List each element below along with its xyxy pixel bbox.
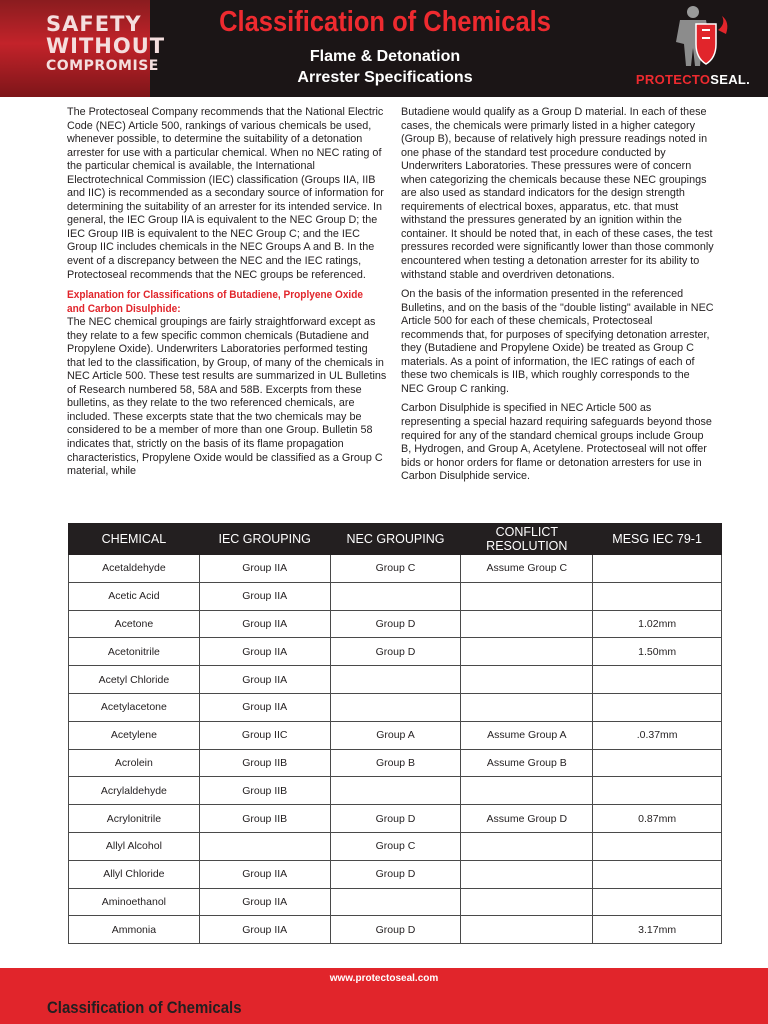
chemical-cell: Acetylene: [69, 721, 200, 749]
protectoseal-logo: [618, 0, 768, 97]
chemical-cell: Aminoethanol: [69, 888, 200, 916]
table-row: [69, 832, 722, 860]
mesg-cell: 1.02mm: [593, 610, 722, 638]
nec-cell: [330, 777, 461, 805]
nec-cell: [330, 693, 461, 721]
nec-cell: Group D: [330, 860, 461, 888]
chemical-cell: Acrylaldehyde: [69, 777, 200, 805]
chemical-classification-table: [68, 523, 722, 944]
table-row: [69, 721, 722, 749]
chemical-cell: Acetylacetone: [69, 693, 200, 721]
conflict-cell: [461, 777, 593, 805]
nec-cell: [330, 666, 461, 694]
table-row: [69, 555, 722, 583]
mesg-cell: [593, 555, 722, 583]
header-iec-grouping: IEC GROUPING: [199, 524, 330, 555]
nec-cell: Group D: [330, 805, 461, 833]
page-header: [0, 0, 768, 97]
iec-cell: Group IIA: [199, 610, 330, 638]
brand-banner: [0, 0, 166, 97]
conflict-cell: Assume Group D: [461, 805, 593, 833]
mesg-cell: 3.17mm: [593, 916, 722, 944]
iec-cell: [199, 832, 330, 860]
table-row: [69, 777, 722, 805]
table-row: [69, 860, 722, 888]
chemical-cell: Ammonia: [69, 916, 200, 944]
left-column: [67, 106, 387, 485]
iec-cell: Group IIB: [199, 749, 330, 777]
right-paragraph-1: Butadiene would qualify as a Group D material. In each of these cases, the chemicals were primarly listed in a higher category (Group B), because of relatively high pressure readings noted in one phase of the standard test procedure conducted by Underwriters Laboratories. These pressures were of concern when categorizing the chemicals because these NEC groupings are also used as standard indicators for the design strength requirements of electrical boxes, apparatus, etc. that must withstand the pressures generated by an ignition within the container. It should be noted that, in each of these cases, the test pressures recorded were significantly lower than those commonly encountered when testing a detonation arrester for its ability to withstand stable and overdriven detonations.: [401, 106, 714, 281]
mesg-cell: 0.87mm: [593, 805, 722, 833]
chemical-cell: Acetyl Chloride: [69, 666, 200, 694]
footer-title: Classification of Chemicals: [47, 998, 242, 1017]
mesg-cell: .0.37mm: [593, 721, 722, 749]
mesg-cell: [593, 693, 722, 721]
conflict-cell: Assume Group A: [461, 721, 593, 749]
conflict-cell: [461, 638, 593, 666]
explanation-paragraph: The NEC chemical groupings are fairly straightforward except as they relate to a few specific common chemicals (Butadiene and Propylene Oxide). Underwriters Laboratories performed testing that led to the classification, by Group, of many of the chemicals in NEC Article 500. These test results are summarized in UL Bulletins of Research numbered 58, 58A and 58B. Excerpts from these bulletins, as they relate to the two referenced chemicals, are included. These excerpts state that the two chemicals may be considered to be a member of more than one Group. Bulletin 58 indicates that, strictly on the basis of its flame propagation characteristics, Propylene Oxide would be classified as a Group C material, while: [67, 316, 387, 478]
table-row: [69, 888, 722, 916]
nec-cell: Group D: [330, 916, 461, 944]
conflict-cell: [461, 610, 593, 638]
mesg-cell: [593, 888, 722, 916]
logo-wordmark: [618, 72, 768, 87]
brand-line-1: SAFETY: [46, 12, 142, 36]
iec-cell: Group IIA: [199, 860, 330, 888]
nec-cell: Group C: [330, 832, 461, 860]
chemical-cell: Acrylonitrile: [69, 805, 200, 833]
iec-cell: Group IIC: [199, 721, 330, 749]
chemical-cell: Allyl Chloride: [69, 860, 200, 888]
chemical-cell: Acrolein: [69, 749, 200, 777]
mesg-cell: [593, 582, 722, 610]
table-header-row: [69, 524, 722, 555]
iec-cell: Group IIA: [199, 582, 330, 610]
iec-cell: Group IIA: [199, 638, 330, 666]
table-row: [69, 693, 722, 721]
intro-paragraph: The Protectoseal Company recommends that the National Electric Code (NEC) Article 500, rankings of various chemicals be used, whenever possible, to determine the suitability of a detonation arrester for use with a particular chemical. When no NEC rating of the particular chemical is available, the International Electrotechnical Commission (IEC) classification (Groups IIA, IIB and IIC) is recommended as a secondary source of information for determining the suitability of an arrester for its intended service. In general, the IEC Group IIA is equivalent to the NEC Group D; the IEC Group IIB is equivalent to the NEC Group C; and the IEC Group IIC includes chemicals in the NEC Groups A and B. In the event of a discrepancy between the NEC and the IEC ratings, Protectoseal recommends that the NEC groups be referenced.: [67, 106, 384, 281]
right-paragraph-2: On the basis of the information presented in the referenced Bulletins, and on the basis of the "double listing" available in NEC Article 500 for each of these chemicals, Protectoseal recommends that, for purposes of specifying detonation arrester, they (Butadiene and Propylene Oxide) be treated as Group C materials. As a point of information, the IEC ratings of each of these two chemicals is IIB, which roughly corresponds to the NEC Group C ranking.: [401, 288, 714, 395]
chemical-cell: Acetaldehyde: [69, 555, 200, 583]
table-row: [69, 582, 722, 610]
logo-word-seal: SEAL.: [710, 72, 751, 87]
mesg-cell: 1.50mm: [593, 638, 722, 666]
table-row: [69, 666, 722, 694]
table-row: [69, 805, 722, 833]
page-footer: [0, 968, 768, 1024]
right-paragraph-3: Carbon Disulphide is specified in NEC Article 500 as representing a special hazard requiring safeguards beyond those required for any of the standard chemical groups include Group B, Hydrogen, and Group A, Acetylene. Protectoseal will not offer bids or honor orders for flame or detonation arresters for use in Carbon Disulphide service.: [401, 402, 712, 483]
iec-cell: Group IIA: [199, 693, 330, 721]
iec-cell: Group IIA: [199, 888, 330, 916]
table-row: [69, 638, 722, 666]
mesg-cell: [593, 749, 722, 777]
conflict-cell: Assume Group B: [461, 749, 593, 777]
nec-cell: [330, 582, 461, 610]
iec-cell: Group IIA: [199, 916, 330, 944]
section-heading-line-2: and Carbon Disulphide:: [67, 303, 181, 316]
conflict-cell: [461, 582, 593, 610]
table-row: [69, 916, 722, 944]
conflict-cell: [461, 666, 593, 694]
conflict-cell: Assume Group C: [461, 555, 593, 583]
mesg-cell: [593, 666, 722, 694]
header-conflict-resolution: CONFLICT RESOLUTION: [461, 524, 593, 555]
nec-cell: Group D: [330, 638, 461, 666]
chemical-cell: Acetonitrile: [69, 638, 200, 666]
table-body: [69, 555, 722, 944]
nec-cell: Group C: [330, 555, 461, 583]
chemical-cell: Allyl Alcohol: [69, 832, 200, 860]
conflict-cell: [461, 916, 593, 944]
logo-word-protecto: PROTECTO: [635, 72, 711, 87]
chemical-cell: Acetone: [69, 610, 200, 638]
table-row: [69, 749, 722, 777]
mesg-cell: [593, 832, 722, 860]
table-row: [69, 610, 722, 638]
iec-cell: Group IIA: [199, 555, 330, 583]
section-heading-line-1: Explanation for Classifications of Butadiene, Proplyene Oxide: [67, 289, 363, 302]
conflict-cell: [461, 693, 593, 721]
nec-cell: Group A: [330, 721, 461, 749]
knight-shield-icon: [618, 0, 768, 72]
conflict-cell: [461, 832, 593, 860]
conflict-cell: [461, 860, 593, 888]
mesg-cell: [593, 860, 722, 888]
website-link[interactable]: www.protectoseal.com: [329, 973, 439, 984]
iec-cell: Group IIB: [199, 777, 330, 805]
brand-line-3: COMPROMISE: [46, 58, 159, 74]
chemical-cell: Acetic Acid: [69, 582, 200, 610]
brand-line-2: WITHOUT: [46, 34, 166, 58]
right-column: [401, 106, 714, 490]
header-chemical: CHEMICAL: [69, 524, 200, 555]
nec-cell: [330, 888, 461, 916]
header-mesg: MESG IEC 79-1: [593, 524, 722, 555]
conflict-cell: [461, 888, 593, 916]
nec-cell: Group B: [330, 749, 461, 777]
page-title: Classification of Chemicals: [219, 6, 551, 38]
nec-cell: Group D: [330, 610, 461, 638]
page-subtitle-1: Flame & Detonation: [309, 48, 461, 65]
header-nec-grouping: NEC GROUPING: [330, 524, 461, 555]
iec-cell: Group IIA: [199, 666, 330, 694]
page-subtitle-2: Arrester Specifications: [297, 69, 473, 86]
mesg-cell: [593, 777, 722, 805]
iec-cell: Group IIB: [199, 805, 330, 833]
